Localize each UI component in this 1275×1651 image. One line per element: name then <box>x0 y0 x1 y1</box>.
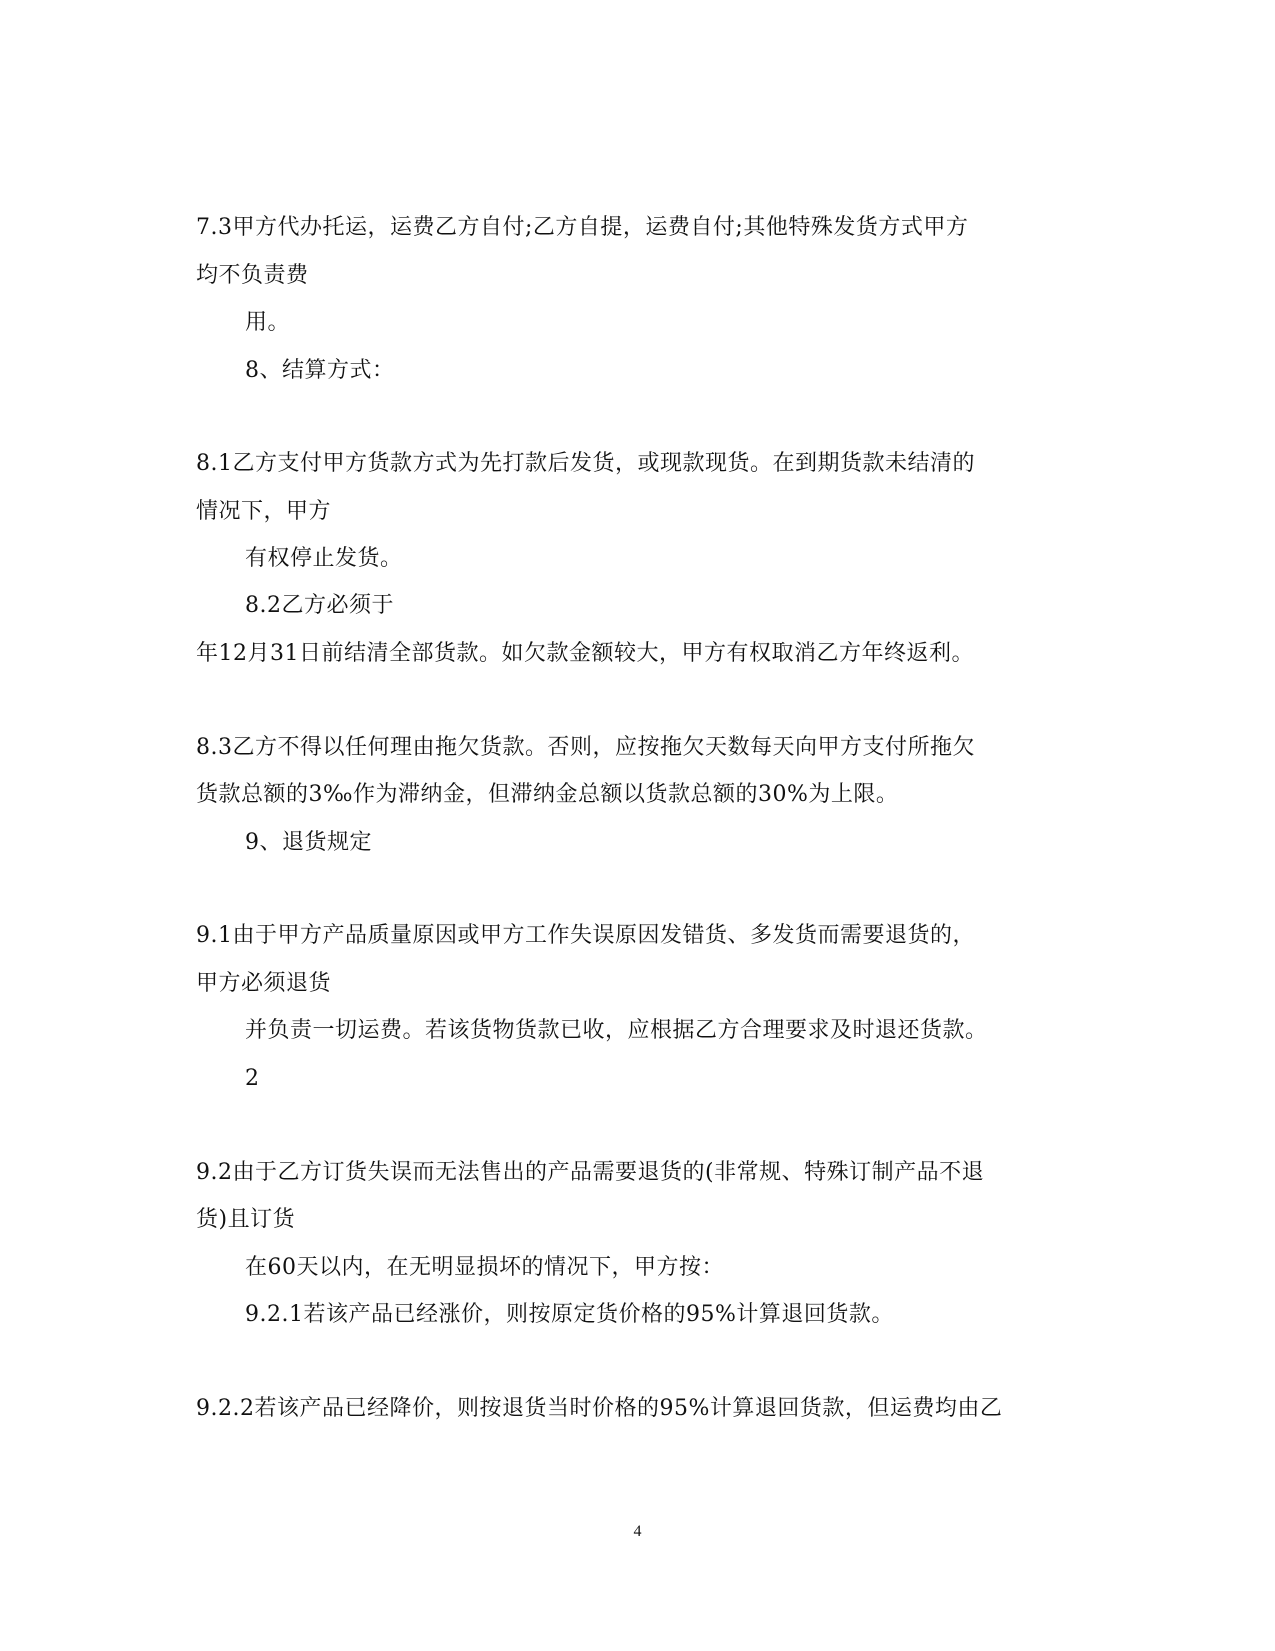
text-line: 用。 <box>245 310 291 335</box>
section-heading: 8、结算方式： <box>245 358 395 383</box>
text-line: 在60天以内，在无明显损坏的情况下，甲方按： <box>245 1255 724 1280</box>
page-number: 4 <box>633 1523 642 1540</box>
text-line: 有权停止发货。 <box>245 546 403 571</box>
text-line: 并负责一切运费。若该货物货款已收，应根据乙方合理要求及时退还货款。 <box>245 1018 988 1043</box>
text-line: 8.3乙方不得以任何理由拖欠货款。否则，应按拖欠天数每天向甲方支付所拖欠 <box>196 735 975 760</box>
text-line: 情况下，甲方 <box>196 499 332 524</box>
text-line: 8.1乙方支付甲方货款方式为先打款后发货，或现款现货。在到期货款未结清的 <box>196 451 975 476</box>
section-heading: 9、退货规定 <box>245 830 372 855</box>
text-line: 货款总额的3‰作为滞纳金，但滞纳金总额以货款总额的30%为上限。 <box>196 782 899 807</box>
text-line: 8.2乙方必须于 <box>245 593 394 618</box>
text-line: 7.3甲方代办托运，运费乙方自付;乙方自提，运费自付;其他特殊发货方式甲方 <box>196 215 969 240</box>
text-line: 2 <box>245 1066 260 1091</box>
text-line: 9.2由于乙方订货失误而无法售出的产品需要退货的(非常规、特殊订制产品不退 <box>196 1160 985 1185</box>
text-line: 9.1由于甲方产品质量原因或甲方工作失误原因发错货、多发货而需要退货的， <box>196 923 975 948</box>
text-line: 9.2.2若该产品已经降价，则按退货当时价格的95%计算退回货款，但运费均由乙 <box>196 1396 1003 1421</box>
text-line: 均不负责费 <box>196 263 309 288</box>
text-line: 年12月31日前结清全部货款。如欠款金额较大，甲方有权取消乙方年终返利。 <box>196 641 974 666</box>
text-line: 货)且订货 <box>196 1207 296 1232</box>
text-line: 甲方必须退货 <box>196 971 332 996</box>
text-line: 9.2.1若该产品已经涨价，则按原定货价格的95%计算退回货款。 <box>245 1302 894 1327</box>
